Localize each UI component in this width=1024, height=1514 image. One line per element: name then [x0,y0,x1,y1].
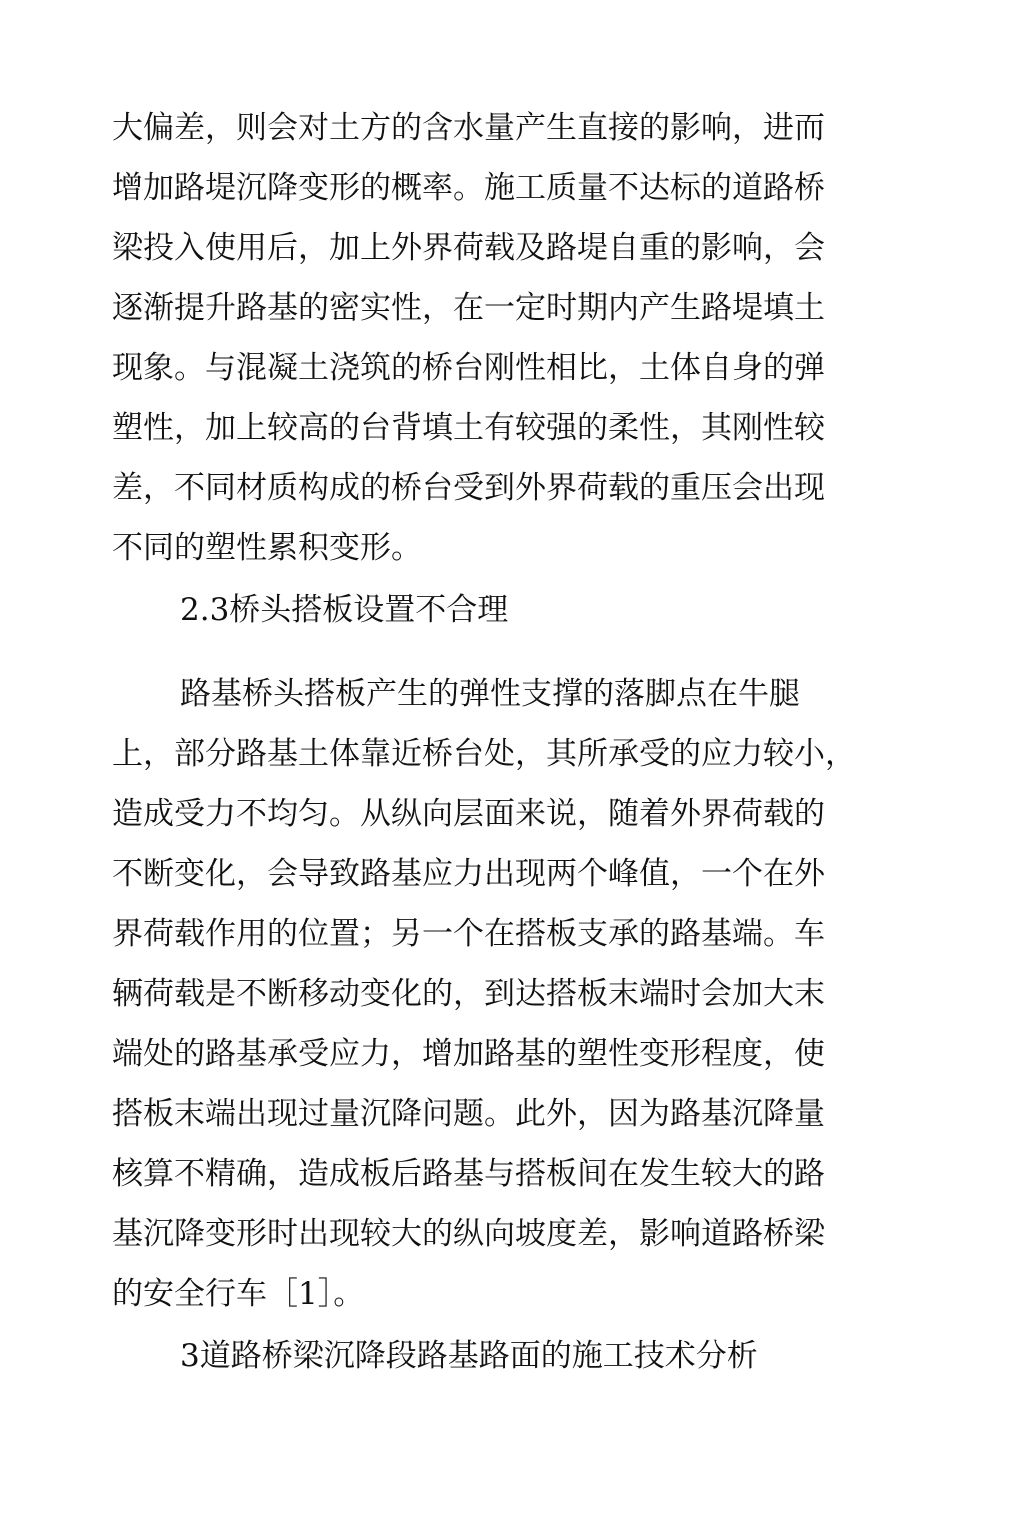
paragraph-line: 核算不精确，造成板后路基与搭板间在发生较大的路 [112,1156,825,1192]
paragraph-line: 基沉降变形时出现较大的纵向坡度差，影响道路桥梁 [112,1216,825,1252]
paragraph-line: 界荷载作用的位置；另一个在搭板支承的路基端。车 [112,916,825,952]
paragraph-line: 搭板末端出现过量沉降问题。此外，因为路基沉降量 [112,1096,825,1132]
paragraph-line: 逐渐提升路基的密实性，在一定时期内产生路堤填土 [112,290,825,326]
paragraph-line: 梁投入使用后，加上外界荷载及路堤自重的影响，会 [112,230,825,266]
paragraph-line: 增加路堤沉降变形的概率。施工质量不达标的道路桥 [112,170,825,206]
paragraph-line: 大偏差，则会对土方的含水量产生直接的影响，进而 [112,110,825,146]
paragraph-line: 不断变化，会导致路基应力出现两个峰值，一个在外 [112,856,825,892]
paragraph-line: 差，不同材质构成的桥台受到外界荷载的重压会出现 [112,470,825,506]
paragraph-line: 不同的塑性累积变形。 [112,530,422,566]
section-heading-3: 3道路桥梁沉降段路基路面的施工技术分析 [180,1338,758,1374]
paragraph-line: 辆荷载是不断移动变化的，到达搭板末端时会加大末 [112,976,825,1012]
paragraph-line: 端处的路基承受应力，增加路基的塑性变形程度，使 [112,1036,825,1072]
paragraph-line: 造成受力不均匀。从纵向层面来说，随着外界荷载的 [112,796,825,832]
paragraph-line: 现象。与混凝土浇筑的桥台刚性相比，土体自身的弹 [112,350,825,386]
section-heading-2-3: 2.3桥头搭板设置不合理 [180,592,509,628]
paragraph-line: 路基桥头搭板产生的弹性支撑的落脚点在牛腿 [180,676,800,712]
paragraph-line: 上，部分路基土体靠近桥台处，其所承受的应力较小， [112,736,856,772]
paragraph-line: 的安全行车［1］。 [112,1276,365,1312]
paragraph-line: 塑性，加上较高的台背填土有较强的柔性，其刚性较 [112,410,825,446]
